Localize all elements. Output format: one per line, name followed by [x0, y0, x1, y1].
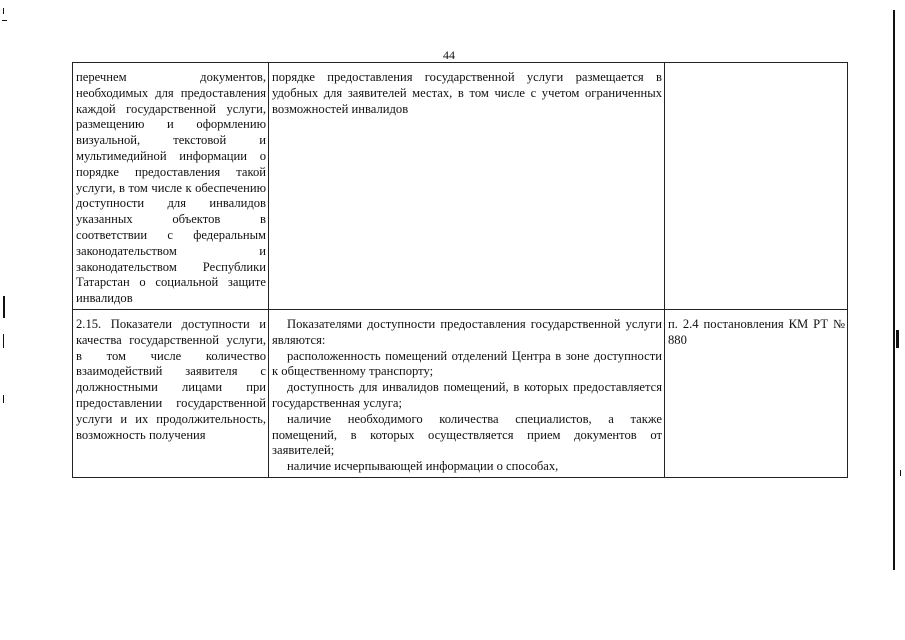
scan-mark [3, 296, 5, 318]
table-row [73, 309, 848, 477]
regulation-table [72, 62, 848, 478]
scan-mark [900, 470, 901, 476]
scan-mark [3, 395, 4, 403]
cell-content [269, 309, 665, 477]
paragraph: доступность для инвалидов помещений, в которых предоставляется государственная услуга; [272, 380, 662, 410]
cell-reference [665, 63, 848, 310]
cell-content: порядке предоставления государственной услуги размещается в удобных для заявителей местах, в том числе с учетом ограниченных возможностей инвалидов [269, 63, 665, 310]
page-number: 44 [443, 48, 455, 62]
cell-requirement: перечнем документов, необходимых для предоставления каждой государственной услуги, размещению и оформлению визуальной, текстовой и мультимедийной информации о порядке предоставления такой услуги, в том числе к обеспечению доступности для инвалидов указанных объектов в соответствии с федеральным законодательством и законодательством Республики Татарстан о социальной защите инвалидов [73, 63, 269, 310]
scan-mark [3, 8, 4, 14]
scan-mark [2, 20, 7, 21]
scan-mark [3, 334, 4, 348]
paragraph: наличие исчерпывающей информации о способах, [287, 459, 559, 474]
table-row [73, 63, 848, 310]
cell-reference: п. 2.4 постановления КМ РТ № 880 [665, 309, 848, 477]
paragraph: расположенность помещений отделений Центра в зоне доступности к общественному транспорту; [272, 348, 662, 379]
paragraph: наличие необходимого количества специалистов, а также помещений, в которых осуществляется прием документов от заявителей; [272, 411, 662, 458]
scan-edge [893, 10, 895, 570]
scan-mark [896, 330, 899, 348]
paragraph: Показателями доступности предоставления государственной услуги являются: [272, 316, 662, 347]
cell-requirement: 2.15. Показатели доступности и качества государственной услуги, в том числе количество взаимодействий заявителя с должностными лицами при предоставлении государственной услуги и их продолжительность, возможность получения [73, 309, 269, 477]
